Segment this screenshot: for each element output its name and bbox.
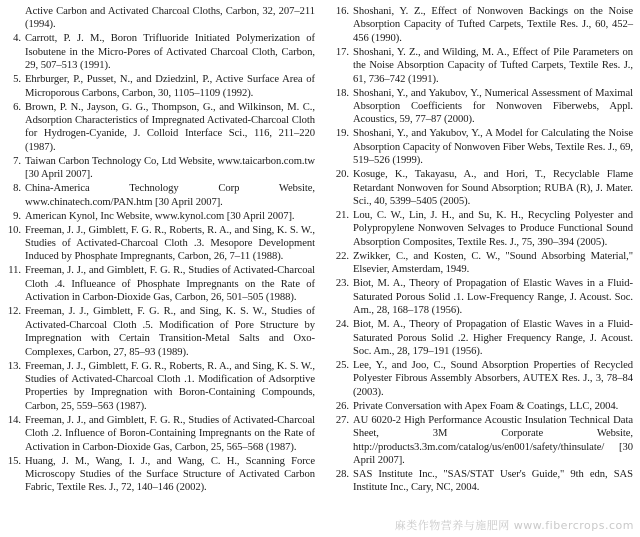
reference-text: Lee, Y., and Joo, C., Sound Absorption Properties of Recycled Polyester Fibrous Assembly Absorbers, AUTEX Res. J., 3, 78–84 (2003). [353,359,633,398]
reference-item-3-continued [3,5,315,32]
reference-number: 20. [335,169,349,181]
reference-text: SAS Institute Inc., "SAS/STAT User's Guide," 9th edn, SAS Institute Inc., Cary, NC, 2004. [353,468,633,494]
reference-item-7 [3,155,315,182]
reference-item-25 [331,359,633,399]
reference-text: Private Conversation with Apex Foam & Coatings, LLC, 2004. [353,400,619,412]
reference-text: Shoshani, Y. Z., and Wilding, M. A., Effect of Pile Parameters on the Noise Absorption Capacity of Tufted Carpets, Textile Res. J., 61, 736–742 (1991). [353,46,633,85]
reference-text: Shoshani, Y. Z., Effect of Nonwoven Backings on the Noise Absorption Capacity of Tufted Carpets, Textile Res. J., 60, 452–456 (1990). [353,6,633,44]
reference-text: Carrott, P. J. M., Boron Trifluoride Initiated Polymerization of Isobutene in the Micro-Pores of Activated Charcoal Cloth, Carbon, 29, 507–513 (1991). [25,33,315,72]
reference-text: Zwikker, C., and Kosten, C. W., "Sound Absorbing Material," Elsevier, Amsterdam, 1949. [353,250,633,276]
reference-number: 17. [335,46,349,58]
reference-number: 19. [335,128,349,140]
reference-number: 6. [13,101,21,113]
reference-item-23 [331,277,633,317]
reference-item-14 [3,414,315,454]
reference-number: 18. [335,87,349,99]
reference-item-16 [331,5,633,45]
reference-text: Active Carbon and Activated Charcoal Cloths, Carbon, 32, 207–211 (1994). [25,6,315,31]
reference-number: 28. [335,468,349,480]
references-left-column [3,5,315,495]
reference-text: Freeman, J. J., Gimblett, F. G. R., Roberts, R. A., and Sing, K. S. W., Studies of Activated-Charcoal Cloth .3. Mesopore Development Induced by Phosphate Impregnants, Carbon, 26, 7–11 (1988). [25,224,315,263]
reference-number: 7. [13,155,21,167]
reference-number: 10. [7,224,21,236]
reference-text: Brown, P. N., Jayson, G. G., Thompson, G., and Wilkinson, M. C., Adsorption Characteristics of Impregnated Activated-Charcoal Cloth for Hydrogen-Cyanide, J. Colloid Interface Sci., 116, 211–220 (1987). [25,101,315,153]
reference-text: Huang, J. M., Wang, I. J., and Wang, C. H., Scanning Force Microscopy Studies of the Surface Structure of Activated Carbon Fabric, Textile Res. J., 72, 140–146 (2002). [25,455,315,494]
reference-number: 11. [8,265,21,277]
reference-item-15 [3,455,315,495]
reference-number: 9. [13,210,21,222]
reference-text: China-America Technology Corp Website, www.chinatech.com/PAN.htm [30 April 2007]. [25,183,315,208]
reference-number: 26. [335,400,349,412]
reference-number: 16. [335,6,349,17]
reference-item-26 [331,400,633,413]
reference-item-18 [331,87,633,127]
reference-text: Shoshani, Y., and Yakubov, Y., Numerical Assessment of Maximal Absorption Coefficients for Nonwoven Fiberwebs, Appl. Acoustics, 59, 77–87 (2000). [353,87,633,126]
reference-text: Freeman, J. J., and Gimblett, F. G. R., Studies of Activated-Charcoal Cloth .4. Influeance of Phosphate Impregnants on the Rate of Activation in Carbon-Dioxide Gas, Carbon, 26, 501–505 (1988). [25,265,315,304]
reference-item-17 [331,46,633,86]
site-watermark: 麻类作物营养与施肥网 www.fibercrops.com [394,519,634,532]
reference-number: 5. [13,74,21,86]
reference-item-6 [3,101,315,155]
reference-number: 15. [7,455,21,467]
reference-item-11 [3,264,315,304]
reference-item-4 [3,32,315,72]
references-right-column [331,5,633,495]
reference-item-19 [331,127,633,167]
reference-number: 4. [13,33,21,45]
reference-number: 23. [335,278,349,290]
reference-number: 27. [335,414,349,426]
reference-number: 25. [335,359,349,371]
reference-item-22 [331,250,633,277]
reference-text: Taiwan Carbon Technology Co, Ltd Website, www.taicarbon.com.tw [30 April 2007]. [25,155,315,181]
reference-item-10 [3,224,315,264]
reference-text: Freeman, J. J., and Gimblett, F. G. R., Studies of Activated-Charcoal Cloth .2. Influence of Boron-Containing Impregnants on the Rate of Activation in Carbon-Dioxide Gas, Carbon, 25, 565–568 (1987). [25,414,315,453]
reference-item-20 [331,168,633,208]
reference-text: Freeman, J. J., Gimblett, F. G. R., and Sing, K. S. W., Studies of Activated-Charcoal Cloth .5. Modification of Pore Structure by Impregnation with Certain Transition-Metal Salts and Oxo-Complexes, Carbon, 27, 85–93 (1989). [25,306,315,358]
reference-text: Freeman, J. J., Gimblett, F. G. R., Roberts, R. A., and Sing, K. S. W., Studies of Activated-Charcoal Cloth .1. Modification of Adsorptive Properties by Impregnation with Boron-Containing Compounds, Carbon, 25, 559–563 (1987). [25,360,315,412]
reference-text: Ehrburger, P., Pusset, N., and Dziedzinl, P., Active Surface Area of Microporous Carbons, Carbon, 30, 1105–1109 (1992). [25,74,315,99]
reference-item-27 [331,414,633,468]
reference-text: AU 6020-2 High Performance Acoustic Insulation Technical Data Sheet, 3M Corporate Website, http://products3.3m.com/catalog/us/en001/safety/thinsulate/ [30 April 2007]. [353,414,633,466]
reference-text: American Kynol, Inc Website, www.kynol.com [30 April 2007]. [25,210,295,222]
reference-number: 24. [335,319,349,331]
reference-item-24 [331,318,633,358]
reference-number: 22. [335,250,349,262]
reference-text: Biot, M. A., Theory of Propagation of Elastic Waves in a Fluid-Saturated Porous Solid .2. Higher Frequency Range, J. Acoust. Soc. Am., 28, 179–191 (1956). [353,319,633,357]
reference-item-9 [3,210,315,223]
reference-text: Kosuge, K., Takayasu, A., and Hori, T., Recyclable Flame Retardant Nonwoven for Sound Absorption; RUBA (R), J. Mater. Sci., 40, 5399–5405 (2005). [353,169,633,208]
reference-item-21 [331,209,633,249]
reference-number: 14. [7,414,21,426]
reference-item-8 [3,182,315,209]
reference-number: 12. [7,306,21,318]
reference-text: Lou, C. W., Lin, J. H., and Su, K. H., Recycling Polyester and Polypropylene Nonwoven Selvages to Produce Functional Sound Absorption Composites, Textile Res. J., 75, 390–394 (2005). [353,210,633,248]
reference-number: 13. [7,360,21,372]
reference-text: Shoshani, Y., and Yakubov, Y., A Model for Calculating the Noise Absorption Capacity of Nonwoven Fiber Webs, Textile Res. J., 69, 519–526 (1999). [353,128,633,167]
reference-item-13 [3,360,315,414]
reference-number: 21. [335,210,349,222]
reference-item-28 [331,468,633,495]
reference-item-12 [3,305,315,359]
reference-item-5 [3,73,315,100]
reference-text: Biot, M. A., Theory of Propagation of Elastic Waves in a Fluid-Saturated Porous Solid .1. Low-Frequency Range, J. Acoust. Soc. Am., 28, 168–178 (1956). [353,278,633,317]
reference-number: 8. [13,183,21,195]
